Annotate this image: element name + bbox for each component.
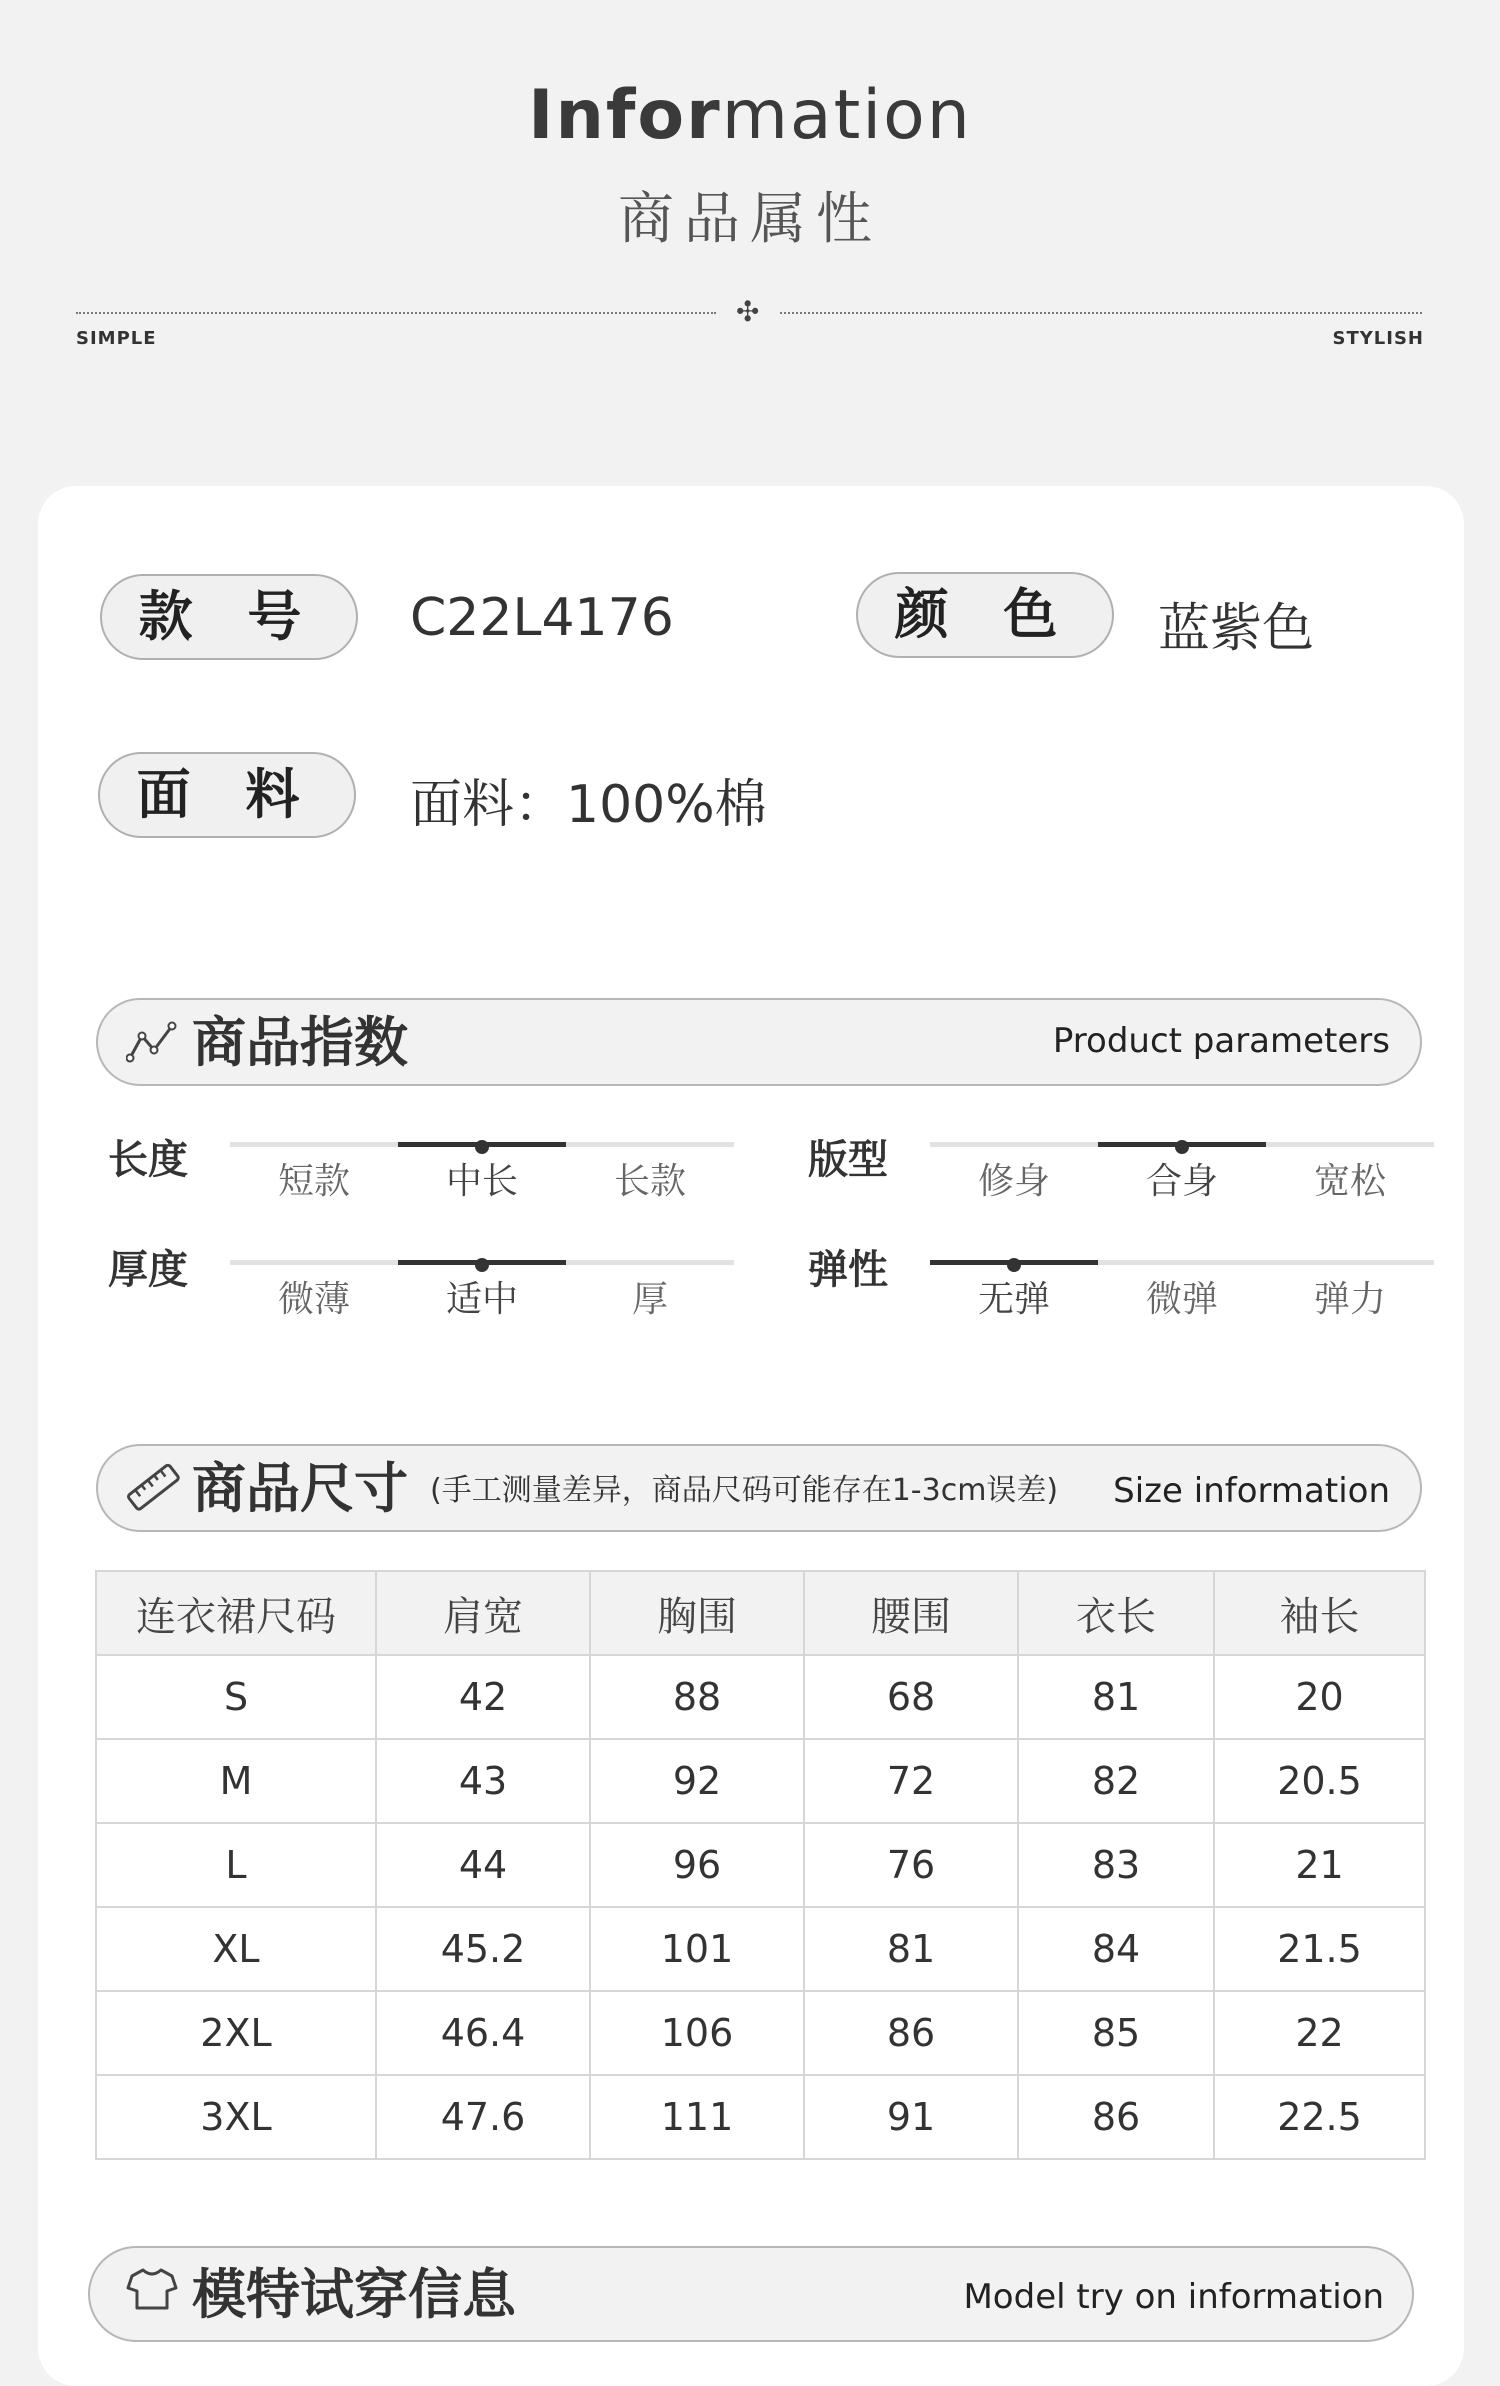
table-row [96,1823,1425,1907]
model-section-en: Model try on information [963,2277,1384,2317]
fabric-label: 面 料 [98,752,356,838]
table-cell: 21.5 [1214,1907,1425,1991]
table-cell: 20.5 [1214,1739,1425,1823]
page-title-chinese: 商品属性 [618,187,882,252]
table-cell: 91 [804,2075,1018,2159]
scale-label: 厚度 [108,1247,188,1293]
color-label: 颜 色 [856,572,1114,658]
column-header: 连衣裙尺码 [96,1571,376,1655]
table-cell: 3XL [96,2075,376,2159]
simple-tag: SIMPLE [76,328,157,349]
scale-option: 微弹 [1145,1279,1218,1320]
table-cell: 88 [590,1655,804,1739]
table-cell: 86 [1018,2075,1214,2159]
ruler-icon [126,1462,182,1514]
scale-label: 弹性 [808,1247,888,1293]
table-row [96,1991,1425,2075]
table-cell: M [96,1739,376,1823]
table-cell: 44 [376,1823,590,1907]
table-row [96,1907,1425,1991]
fabric-value: 面料：100%棉 [410,775,767,835]
params-section-title: 商品指数 [192,1011,408,1074]
table-cell: 42 [376,1655,590,1739]
column-header: 腰围 [804,1571,1018,1655]
table-cell: 21 [1214,1823,1425,1907]
cross-ornament-icon: ✣ [736,295,760,328]
table-cell: 96 [590,1823,804,1907]
table-cell: 106 [590,1991,804,2075]
model-section-title: 模特试穿信息 [192,2263,516,2326]
scale-option: 适中 [445,1279,518,1320]
style-no-label: 款 号 [100,574,358,660]
table-cell: 45.2 [376,1907,590,1991]
scale-label: 长度 [108,1137,188,1183]
scale-option: 弹力 [1313,1279,1386,1320]
table-cell: 84 [1018,1907,1214,1991]
table-row [96,1739,1425,1823]
scale-knob [475,1258,489,1272]
table-cell: 22 [1214,1991,1425,2075]
size-section-en: Size information [1113,1471,1390,1511]
table-cell: L [96,1823,376,1907]
column-header: 胸围 [590,1571,804,1655]
table-cell: S [96,1655,376,1739]
scale-label: 版型 [808,1137,888,1183]
table-cell: 46.4 [376,1991,590,2075]
params-section-en: Product parameters [1052,1021,1390,1061]
table-cell: 68 [804,1655,1018,1739]
table-cell: 20 [1214,1655,1425,1739]
color-value: 蓝紫色 [1158,599,1315,659]
table-row [96,2075,1425,2159]
table-cell: 86 [804,1991,1018,2075]
page-title-english: Information [528,76,972,155]
table-cell: 92 [590,1739,804,1823]
size-section-title: 商品尺寸 [192,1457,408,1520]
table-cell: 85 [1018,1991,1214,2075]
table-cell: 47.6 [376,2075,590,2159]
table-cell: 81 [1018,1655,1214,1739]
size-table [95,1570,1426,2160]
divider-right [780,312,1422,314]
scale-option: 宽松 [1313,1161,1386,1202]
column-header: 肩宽 [376,1571,590,1655]
column-header: 衣长 [1018,1571,1214,1655]
stylish-tag: STYLISH [1332,328,1424,349]
scale-option: 无弹 [977,1279,1050,1320]
scale-option: 厚 [631,1279,668,1320]
table-row [96,1655,1425,1739]
table-cell: 2XL [96,1991,376,2075]
scale-option: 中长 [445,1161,518,1202]
tshirt-icon [126,2266,178,2312]
style-no-value: C22L4176 [410,588,674,648]
divider-left [76,312,716,314]
table-header-row [96,1571,1425,1655]
table-cell: 76 [804,1823,1018,1907]
scale-option: 修身 [977,1161,1050,1202]
table-cell: 82 [1018,1739,1214,1823]
scale-option: 合身 [1145,1161,1218,1202]
table-cell: 111 [590,2075,804,2159]
column-header: 袖长 [1214,1571,1425,1655]
scale-option: 微薄 [277,1279,350,1320]
scale-option: 长款 [613,1161,686,1202]
scale-knob [1175,1140,1189,1154]
table-cell: XL [96,1907,376,1991]
table-body [96,1655,1425,2159]
table-cell: 22.5 [1214,2075,1425,2159]
table-cell: 72 [804,1739,1018,1823]
table-cell: 43 [376,1739,590,1823]
table-cell: 81 [804,1907,1018,1991]
size-section-note: (手工测量差异，商品尺码可能存在1-3cm误差) [430,1473,1059,1508]
table-cell: 83 [1018,1823,1214,1907]
scale-knob [475,1140,489,1154]
trend-line-icon [126,1020,178,1064]
scale-knob [1007,1258,1021,1272]
scale-option: 短款 [277,1161,350,1202]
table-cell: 101 [590,1907,804,1991]
